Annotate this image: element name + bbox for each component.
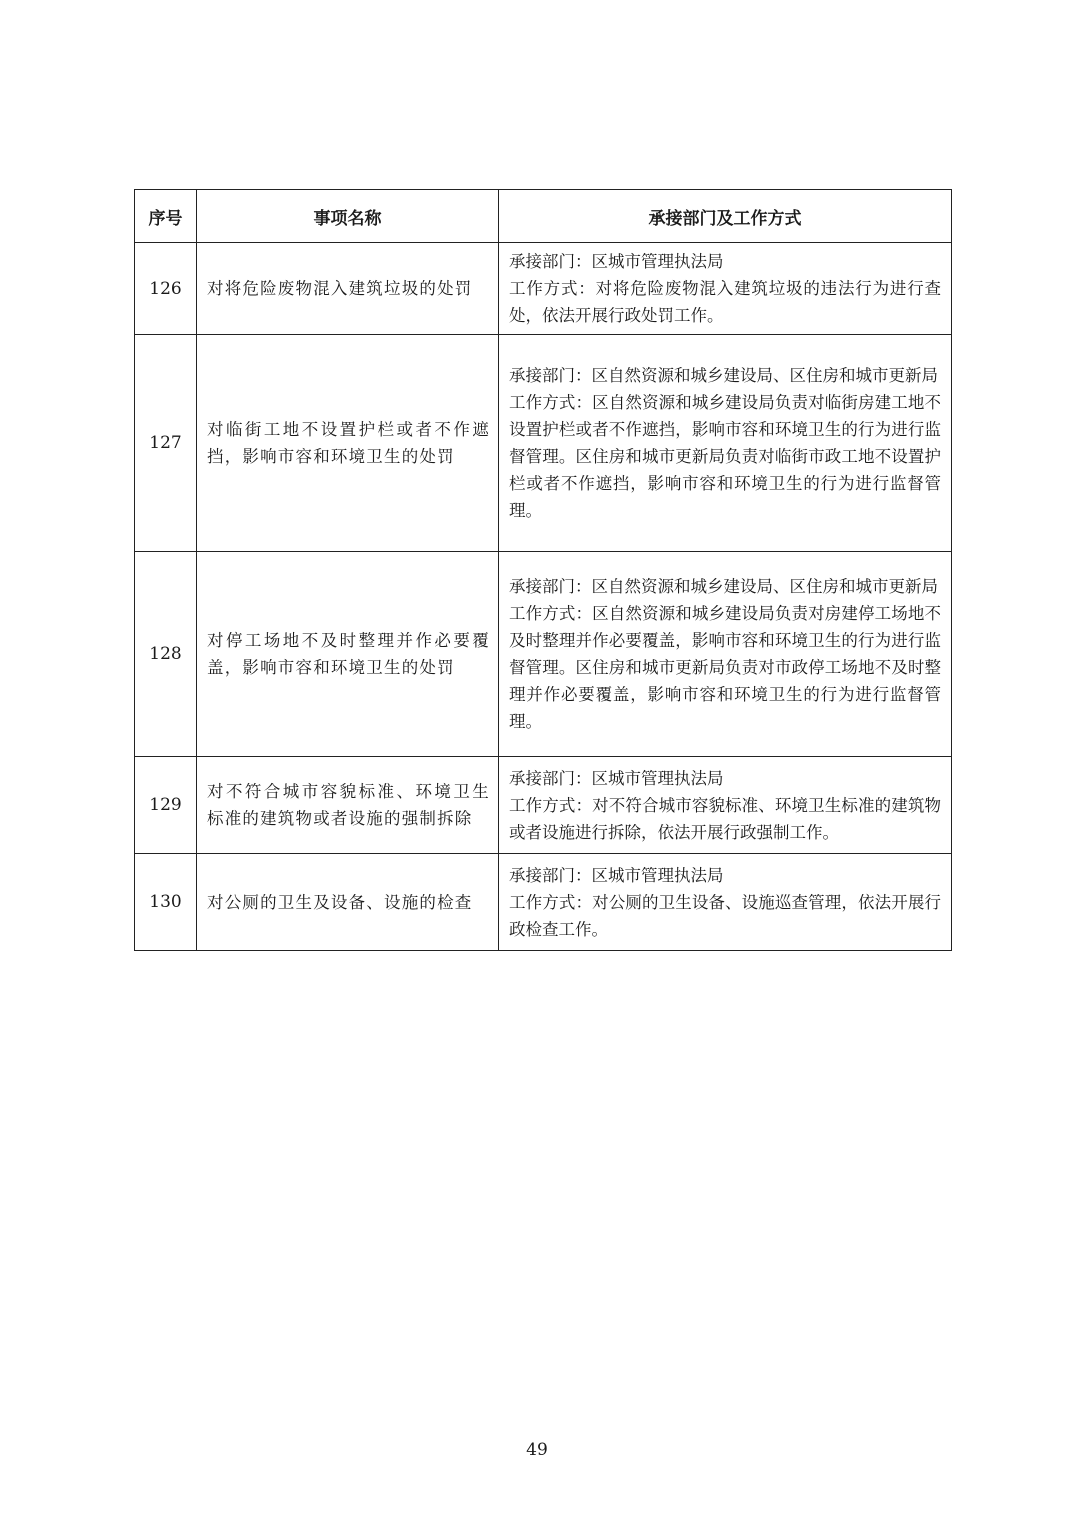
dept-line: 承接部门：区自然资源和城乡建设局、区住房和城市更新局: [509, 577, 938, 596]
row-dept-method: [499, 854, 952, 951]
row-seq: 127: [135, 335, 197, 552]
method-line: 工作方式：区自然资源和城乡建设局负责对临街房建工地不设置护栏或者不作遮挡，影响市容和环境卫生的行为进行监督管理。区住房和城市更新局负责对临街市政工地不设置护栏或者不作遮挡，影响市容和环境卫生的行为进行监督管理。: [509, 393, 941, 520]
row-name: 对公厕的卫生及设备、设施的检查: [197, 854, 499, 951]
row-seq: 130: [135, 854, 197, 951]
header-name: 事项名称: [197, 190, 499, 243]
header-seq: 序号: [135, 190, 197, 243]
table-header-row: [135, 190, 952, 243]
row-name: 对停工场地不及时整理并作必要覆盖，影响市容和环境卫生的处罚: [197, 552, 499, 757]
method-line: 工作方式：对不符合城市容貌标准、环境卫生标准的建筑物或者设施进行拆除，依法开展行政强制工作。: [509, 795, 941, 842]
method-line: 工作方式：对公厕的卫生设备、设施巡查管理，依法开展行政检查工作。: [509, 892, 941, 939]
method-line: 工作方式：区自然资源和城乡建设局负责对房建停工场地不及时整理并作必要覆盖，影响市容和环境卫生的行为进行监督管理。区住房和城市更新局负责对市政停工场地不及时整理并作必要覆盖，影响市容和环境卫生的行为进行监督管理。: [509, 604, 941, 731]
row-dept-method: [499, 552, 952, 757]
row-dept-method: [499, 335, 952, 552]
matters-table-container: [134, 189, 951, 951]
header-dept: 承接部门及工作方式: [499, 190, 952, 243]
dept-line: 承接部门：区城市管理执法局: [509, 865, 724, 885]
row-name: 对将危险废物混入建筑垃圾的处罚: [197, 243, 499, 335]
dept-line: 承接部门：区城市管理执法局: [509, 252, 724, 271]
table-row: [135, 854, 952, 951]
table-row: [135, 243, 952, 335]
matters-table: [134, 189, 952, 951]
row-name: 对不符合城市容貌标准、环境卫生标准的建筑物或者设施的强制拆除: [197, 757, 499, 854]
page-number: 49: [526, 1440, 548, 1460]
row-seq: 128: [135, 552, 197, 757]
row-dept-method: [499, 243, 952, 335]
row-name: 对临街工地不设置护栏或者不作遮挡，影响市容和环境卫生的处罚: [197, 335, 499, 552]
table-row: [135, 552, 952, 757]
row-seq: 126: [135, 243, 197, 335]
dept-line: 承接部门：区城市管理执法局: [509, 768, 724, 788]
method-line: 工作方式：对将危险废物混入建筑垃圾的违法行为进行查处，依法开展行政处罚工作。: [509, 279, 941, 325]
table-row: [135, 757, 952, 854]
table-row: [135, 335, 952, 552]
row-dept-method: [499, 757, 952, 854]
row-seq: 129: [135, 757, 197, 854]
dept-line: 承接部门：区自然资源和城乡建设局、区住房和城市更新局: [509, 366, 938, 385]
